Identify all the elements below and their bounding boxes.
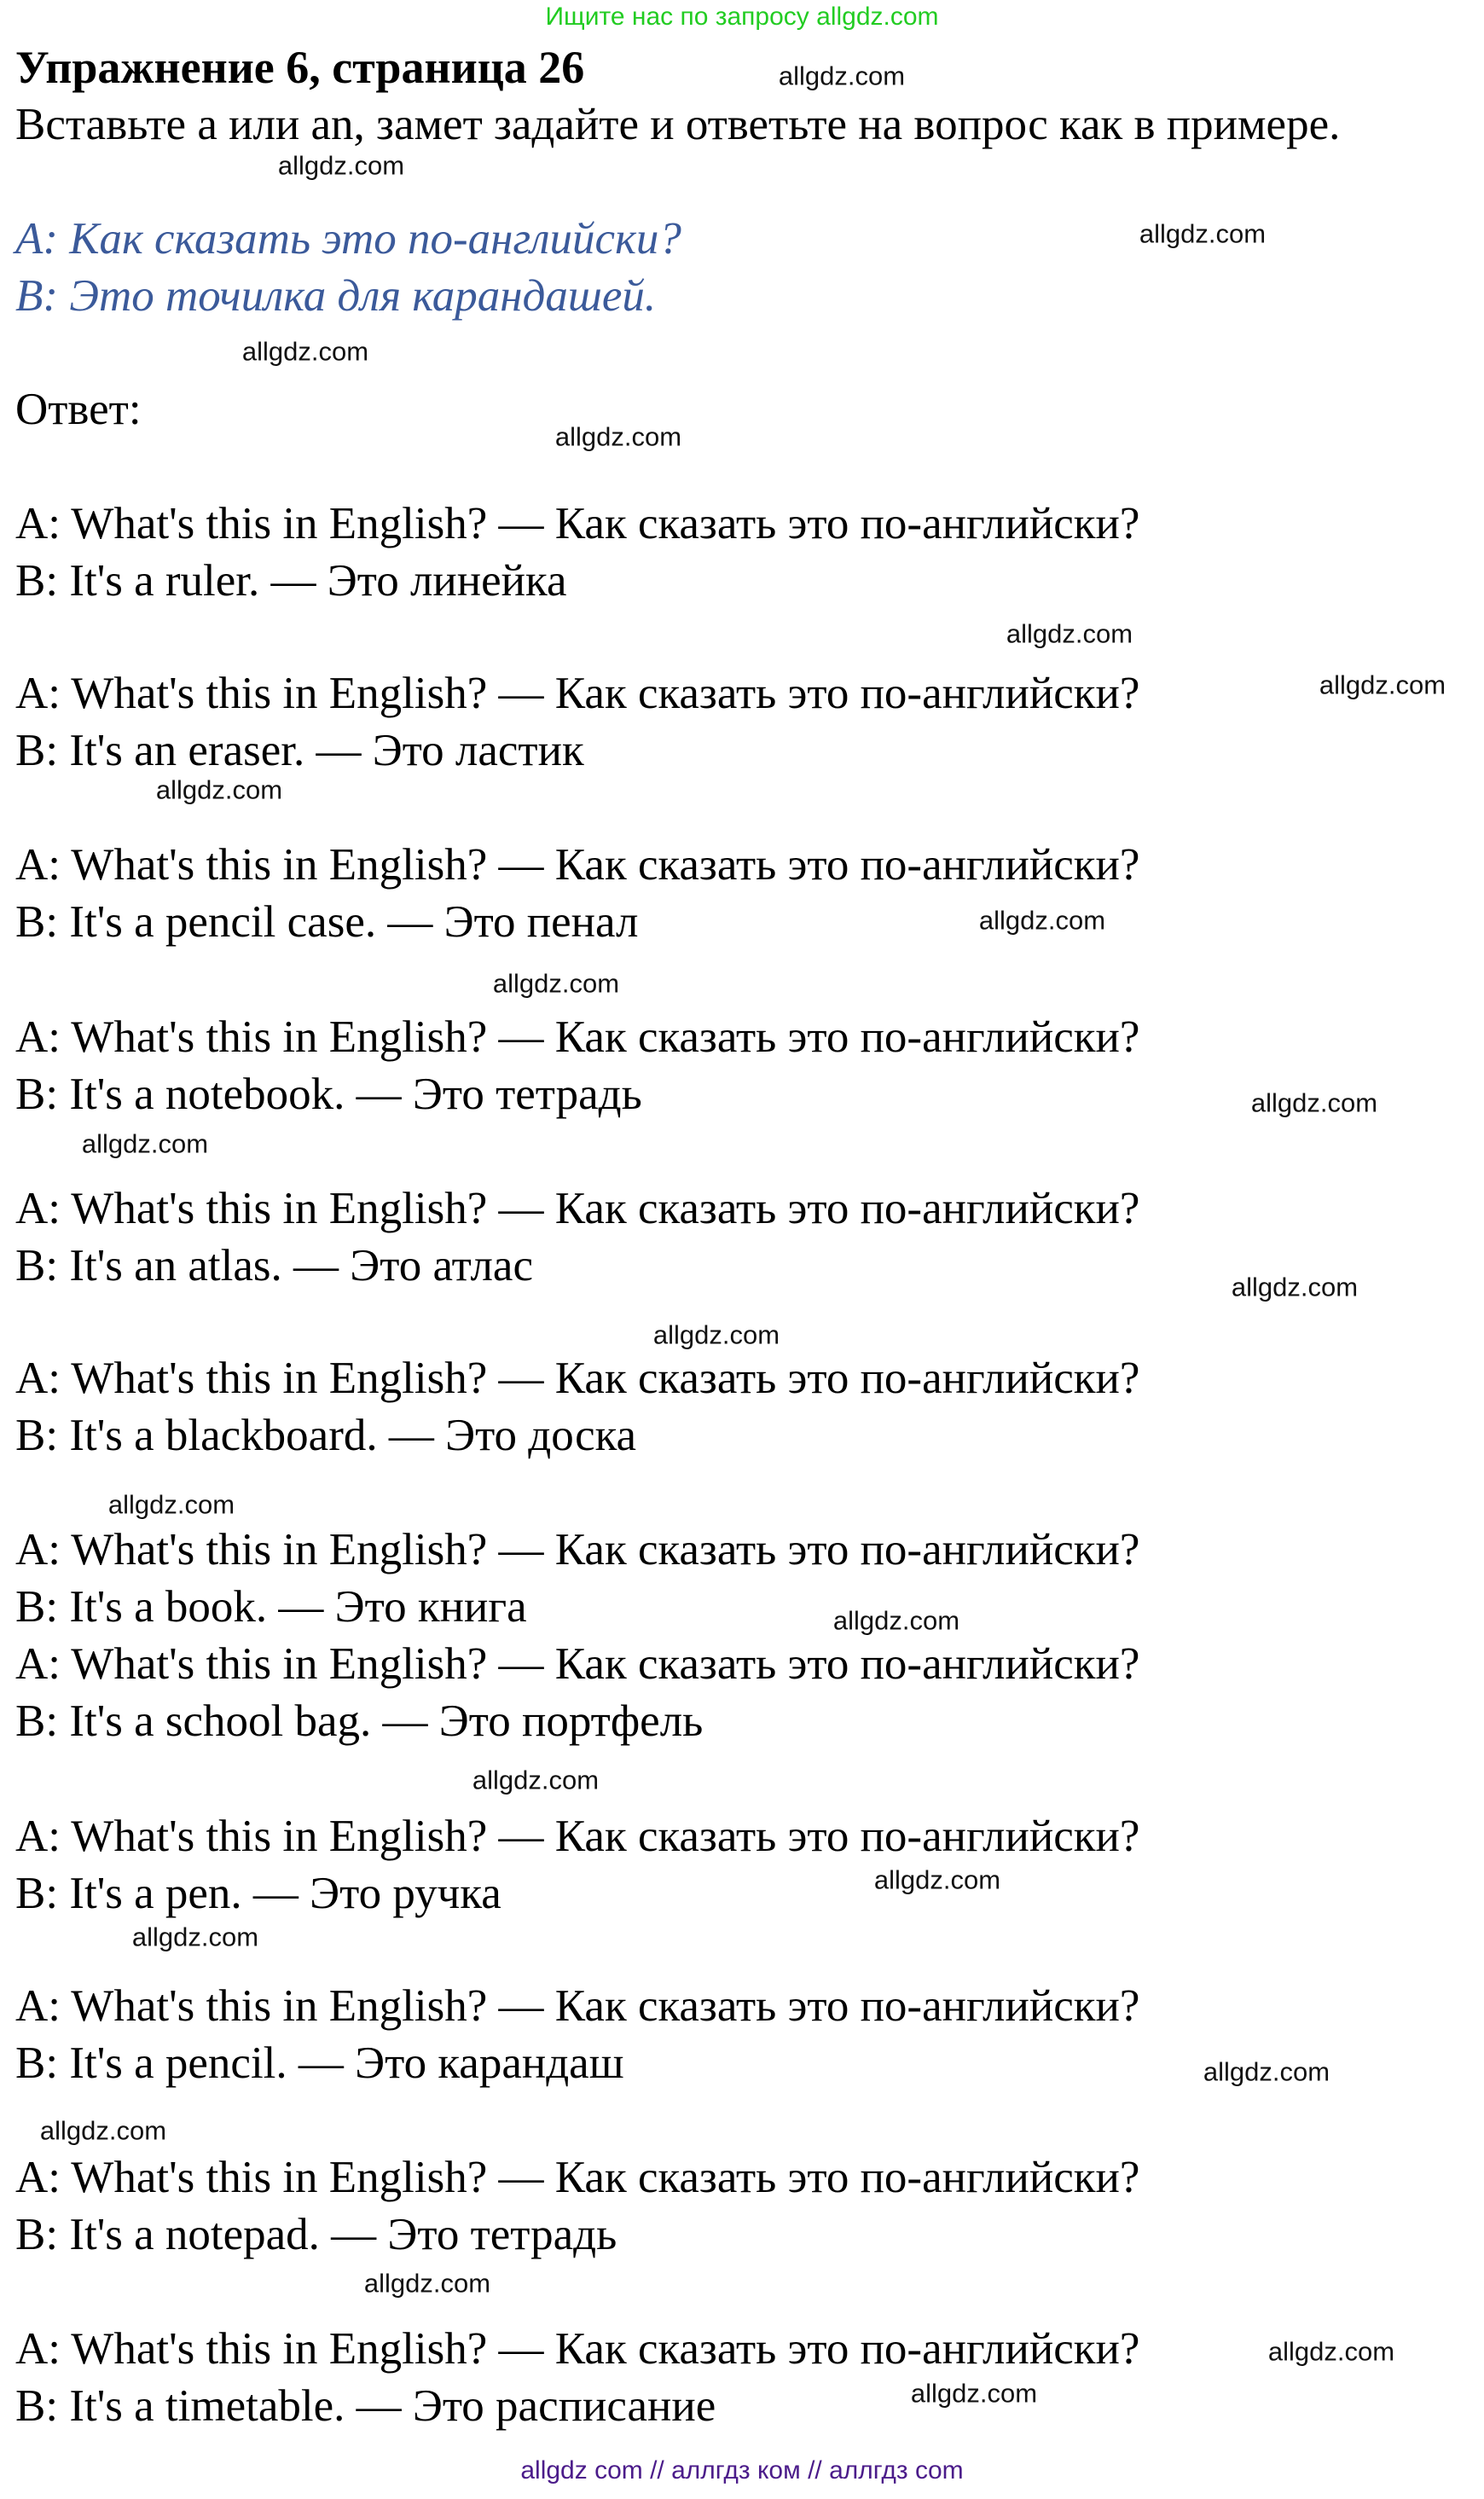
example-question: A: Как сказать это по-английски? [15,214,681,264]
watermark: allgdz.com [1267,2336,1395,2367]
watermark: allgdz.com [832,1605,960,1636]
footer: allgdz com // аллгдз ком // аллгдз com [520,2456,964,2485]
watermark: allgdz.com [1139,218,1267,249]
watermark: allgdz.com [554,421,682,452]
example-answer: B: Это точилка для карандашей. [15,271,657,321]
dialog-question: A: What's this in English? — Как сказать это по-английски? [15,840,1140,890]
watermark: allgdz.com [1319,670,1446,700]
dialog-question: A: What's this in English? — Как сказать это по-английски? [15,1639,1140,1689]
instruction: Вставьте a или an, замет задайте и ответьте на вопрос как в примере. [15,100,1341,149]
dialog-question: A: What's this in English? — Как сказать это по-английски? [15,1012,1140,1062]
watermark: allgdz.com [39,2115,167,2146]
answer-label: Ответ: [15,385,142,434]
dialog-answer: B: It's an atlas. — Это атлас [15,1241,533,1290]
watermark: allgdz.com [472,1765,600,1795]
dialog-question: A: What's this in English? — Как сказать это по-английски? [15,2153,1140,2202]
watermark: allgdz.com [363,2268,491,2299]
dialog-answer: B: It's a school bag. — Это портфель [15,1696,704,1746]
watermark: allgdz.com [81,1128,209,1159]
watermark: allgdz.com [131,1922,259,1952]
watermark: allgdz.com [492,968,620,999]
watermark: allgdz.com [778,61,906,91]
dialog-question: A: What's this in English? — Как сказать это по-английски? [15,669,1140,718]
watermark: allgdz.com [910,2378,1038,2409]
dialog-answer: B: It's a notepad. — Это тетрадь [15,2210,617,2259]
dialog-answer: B: It's a timetable. — Это расписание [15,2381,716,2431]
dialog-answer: B: It's a book. — Это книга [15,1582,527,1632]
watermark: allgdz.com [978,905,1106,936]
watermark: allgdz.com [1203,2056,1330,2087]
dialog-answer: B: It's a blackboard. — Это доска [15,1411,637,1460]
dialog-answer: B: It's a pen. — Это ручка [15,1869,501,1918]
dialog-question: A: What's this in English? — Как сказать это по-английски? [15,1981,1140,2031]
watermark: allgdz.com [155,774,283,805]
dialog-question: A: What's this in English? — Как сказать это по-английски? [15,1812,1140,1861]
dialog-question: A: What's this in English? — Как сказать это по-английски? [15,1354,1140,1403]
watermark: allgdz.com [1006,618,1133,649]
top-banner: Ищите нас по запросу allgdz.com [545,3,939,31]
dialog-question: A: What's this in English? — Как сказать это по-английски? [15,499,1140,548]
watermark: allgdz.com [107,1489,235,1520]
watermark: allgdz.com [652,1319,780,1350]
watermark: allgdz.com [277,150,405,181]
dialog-question: A: What's this in English? — Как сказать это по-английски? [15,2324,1140,2374]
dialog-question: A: What's this in English? — Как сказать это по-английски? [15,1525,1140,1574]
watermark: allgdz.com [1231,1272,1359,1302]
watermark: allgdz.com [873,1864,1001,1895]
watermark: allgdz.com [1250,1087,1378,1118]
dialog-question: A: What's this in English? — Как сказать это по-английски? [15,1184,1140,1233]
dialog-answer: B: It's an eraser. — Это ластик [15,726,584,775]
dialog-answer: B: It's a pencil case. — Это пенал [15,897,639,947]
watermark: allgdz.com [241,336,369,367]
dialog-answer: B: It's a ruler. — Это линейка [15,556,567,606]
dialog-answer: B: It's a pencil. — Это карандаш [15,2038,624,2088]
page-title: Упражнение 6, страница 26 [15,42,585,93]
dialog-answer: B: It's a notebook. — Это тетрадь [15,1070,642,1119]
